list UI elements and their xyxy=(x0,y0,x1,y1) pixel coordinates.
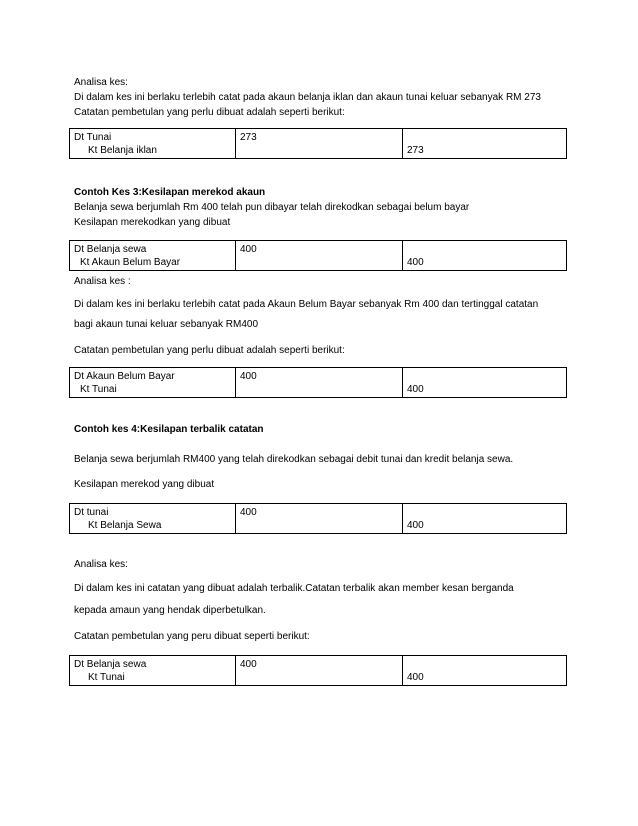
debit-entry: Dt Belanja sewa xyxy=(74,659,147,670)
credit-entry: Kt Tunai xyxy=(80,384,117,395)
account-cell xyxy=(70,368,236,398)
account-cell xyxy=(70,656,236,686)
table-row xyxy=(70,656,567,686)
credit-amount: 273 xyxy=(407,145,424,156)
debit-entry: Dt Akaun Belum Bayar xyxy=(74,371,175,382)
debit-amount: 400 xyxy=(236,241,403,271)
debit-entry: Dt tunai xyxy=(74,507,109,518)
case-3-description: Belanja sewa berjumlah Rm 400 telah pun dibayar telah direkodkan sebagai belum bayar xyxy=(74,202,470,213)
analysis-4-text-cont: kepada amaun yang hendak diperbetulkan. xyxy=(74,605,266,616)
journal-table-3 xyxy=(69,367,567,398)
table-row xyxy=(70,504,567,534)
analysis-text: Di dalam kes ini berlaku terlebih catat pada akaun belanja iklan dan akaun tunai keluar sebanyak RM 273 xyxy=(74,92,541,103)
case-3-error-label: Kesilapan merekodkan yang dibuat xyxy=(74,217,231,228)
credit-amount-cell xyxy=(403,129,567,159)
credit-amount: 400 xyxy=(407,384,424,395)
table-row xyxy=(70,368,567,398)
credit-entry: Kt Akaun Belum Bayar xyxy=(80,257,181,268)
credit-entry: Kt Tunai xyxy=(88,672,125,683)
correction-intro: Catatan pembetulan yang perlu dibuat adalah seperti berikut: xyxy=(74,107,345,118)
case-4-error-label: Kesilapan merekod yang dibuat xyxy=(74,479,215,490)
debit-amount: 400 xyxy=(236,656,403,686)
debit-amount: 273 xyxy=(236,129,403,159)
correction-3-intro: Catatan pembetulan yang perlu dibuat adalah seperti berikut: xyxy=(74,345,345,356)
table-row xyxy=(70,241,567,271)
account-cell xyxy=(70,241,236,271)
account-cell xyxy=(70,129,236,159)
debit-amount: 400 xyxy=(236,368,403,398)
debit-entry: Dt Tunai xyxy=(74,132,112,143)
analysis-3-text-cont: bagi akaun tunai keluar sebanyak RM400 xyxy=(74,319,259,330)
credit-amount: 400 xyxy=(407,672,424,683)
credit-entry: Kt Belanja Sewa xyxy=(88,520,162,531)
credit-amount-cell xyxy=(403,656,567,686)
correction-4-intro: Catatan pembetulan yang peru dibuat seperti berikut: xyxy=(74,631,310,642)
case-3-heading: Contoh Kes 3:Kesilapan merekod akaun xyxy=(74,187,266,198)
account-cell xyxy=(70,504,236,534)
table-row xyxy=(70,129,567,159)
credit-amount: 400 xyxy=(407,520,424,531)
journal-table-5 xyxy=(69,655,567,686)
analysis-3-label: Analisa kes : xyxy=(74,276,131,287)
case-4-description: Belanja sewa berjumlah RM400 yang telah direkodkan sebagai debit tunai dan kredit belanja sewa. xyxy=(74,454,514,465)
journal-table-4 xyxy=(69,503,567,534)
credit-amount-cell xyxy=(403,241,567,271)
case-4-heading: Contoh kes 4:Kesilapan terbalik catatan xyxy=(74,424,264,435)
debit-amount: 400 xyxy=(236,504,403,534)
credit-entry: Kt Belanja iklan xyxy=(88,145,157,156)
analysis-4-text: Di dalam kes ini catatan yang dibuat adalah terbalik.Catatan terbalik akan member kesan berganda xyxy=(74,583,514,594)
analysis-label: Analisa kes: xyxy=(74,77,128,88)
analysis-3-text: Di dalam kes ini berlaku terlebih catat pada Akaun Belum Bayar sebanyak Rm 400 dan tertinggal catatan xyxy=(74,299,539,310)
analysis-4-label: Analisa kes: xyxy=(74,559,128,570)
journal-table-1 xyxy=(69,128,567,159)
journal-table-2 xyxy=(69,240,567,271)
credit-amount-cell xyxy=(403,504,567,534)
credit-amount: 400 xyxy=(407,257,424,268)
debit-entry: Dt Belanja sewa xyxy=(74,244,147,255)
credit-amount-cell xyxy=(403,368,567,398)
